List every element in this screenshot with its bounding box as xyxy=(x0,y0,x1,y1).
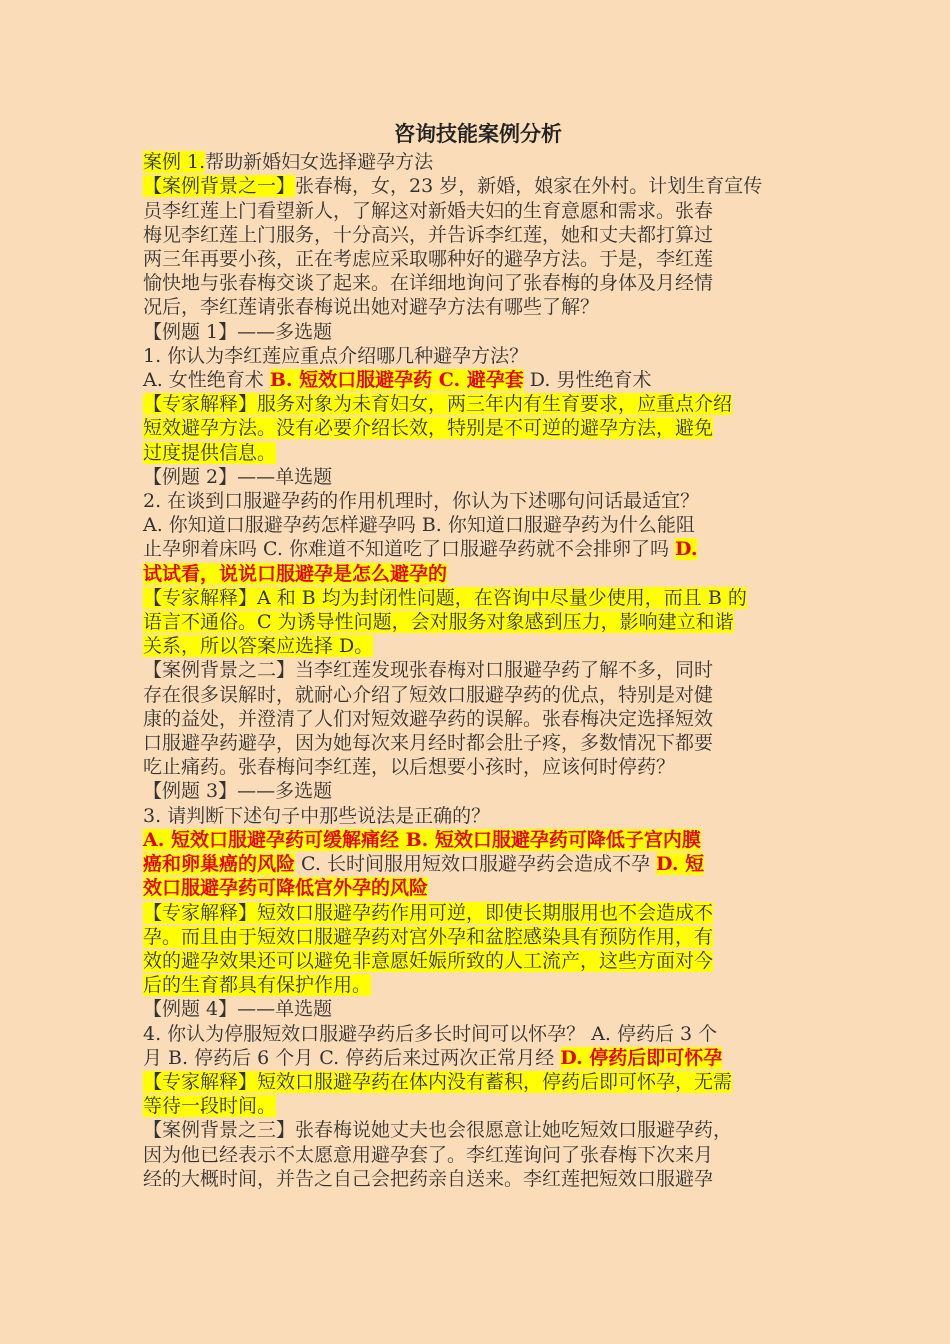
text-line xyxy=(143,901,813,925)
text-line xyxy=(143,1118,813,1142)
text-line xyxy=(143,416,813,440)
text-line xyxy=(143,1070,813,1094)
text-line xyxy=(143,441,813,465)
text-segment: 【例题 2】——单选题 xyxy=(143,465,333,488)
text-segment: 张春梅，女，23 岁，新婚，娘家在外村。计划生育宣传 xyxy=(295,175,763,198)
text-line xyxy=(143,731,813,755)
text-line xyxy=(143,562,813,586)
text-line xyxy=(143,779,813,803)
text-line xyxy=(143,804,813,828)
text-line xyxy=(143,828,813,852)
highlighted-text: 孕。而且由于短效口服避孕药对宫外孕和盆腔感染具有预防作用，有 xyxy=(143,925,714,948)
text-line xyxy=(143,465,813,489)
text-line xyxy=(143,513,813,537)
text-segment: 口服避孕药避孕，因为她每次来月经时都会肚子疼，多数情况下都要 xyxy=(143,732,714,755)
text-segment: A. 你知道口服避孕药怎样避孕吗 B. 你知道口服避孕药为什么能阻 xyxy=(143,514,695,537)
text-line xyxy=(143,1022,813,1046)
text-line xyxy=(143,586,813,610)
text-segment: A. 女性绝育术 xyxy=(143,369,270,392)
text-line xyxy=(143,489,813,513)
highlighted-text: 【专家解释】短效口服避孕药作用可逆，即使长期服用也不会造成不 xyxy=(143,901,714,924)
text-segment: 【例题 1】——多选题 xyxy=(143,320,333,343)
text-line xyxy=(143,707,813,731)
text-line xyxy=(143,876,813,900)
text-line xyxy=(143,949,813,973)
highlighted-text: 【专家解释】服务对象为未育妇女，两三年内有生育要求，应重点介绍 xyxy=(143,393,733,416)
text-line xyxy=(143,392,813,416)
text-line xyxy=(143,852,813,876)
text-segment: 存在很多误解时，就耐心介绍了短效口服避孕药的优点，特别是对健 xyxy=(143,683,714,706)
answer-text: D. 停药后即可怀孕 xyxy=(560,1046,723,1069)
text-line xyxy=(143,973,813,997)
highlighted-text: 关系，所以答案应选择 D。 xyxy=(143,635,374,658)
answer-text: D. xyxy=(675,538,698,561)
text-segment: 3. 请判断下述句子中那些说法是正确的？ xyxy=(143,804,491,827)
text-line xyxy=(143,150,813,174)
text-line xyxy=(143,368,813,392)
highlighted-text: 【案例背景之一】 xyxy=(143,175,296,198)
text-segment: C. 长时间服用短效口服避孕药会造成不孕 xyxy=(295,853,657,876)
text-line xyxy=(143,1046,813,1070)
text-line xyxy=(143,610,813,634)
text-line xyxy=(143,223,813,247)
text-segment: 两三年再要小孩，正在考虑应采取哪种好的避孕方法。于是，李红莲 xyxy=(143,248,714,271)
text-line xyxy=(143,271,813,295)
answer-text: 癌和卵巢癌的风险 xyxy=(143,853,296,876)
answer-text: A. 短效口服避孕药可缓解痛经 B. 短效口服避孕药可降低子宫内膜 xyxy=(143,828,701,851)
text-line xyxy=(143,344,813,368)
document-body xyxy=(143,122,813,1191)
answer-text: 试试看，说说口服避孕是怎么避孕的 xyxy=(143,562,448,585)
text-line xyxy=(143,295,813,319)
text-line xyxy=(143,1143,813,1167)
text-segment: 【例题 3】——多选题 xyxy=(143,780,333,803)
text-segment: 员李红莲上门看望新人，了解这对新婚夫妇的生育意愿和需求。张春 xyxy=(143,199,714,222)
text-segment: 1. 你认为李红莲应重点介绍哪几种避孕方法？ xyxy=(143,344,529,367)
highlighted-text: 【专家解释】短效口服避孕药在体内没有蓄积，停药后即可怀孕，无需 xyxy=(143,1070,733,1093)
text-segment: 月 B. 停药后 6 个月 C. 停药后来过两次正常月经 xyxy=(143,1046,561,1069)
text-segment: 止孕卵着床吗 C. 你难道不知道吃了口服避孕药就不会排卵了吗 xyxy=(143,538,676,561)
text-segment: 康的益处，并澄清了人们对短效避孕药的误解。张春梅决定选择短效 xyxy=(143,707,714,730)
highlighted-text: 过度提供信息。 xyxy=(143,441,277,464)
text-segment: 【例题 4】——单选题 xyxy=(143,998,333,1021)
text-segment: 帮助新婚妇女选择避孕方法 xyxy=(205,151,434,174)
highlighted-text: 等待一段时间。 xyxy=(143,1095,277,1118)
document-title: 咨询技能案例分析 xyxy=(394,121,562,146)
answer-text: 效口服避孕药可降低宫外孕的风险 xyxy=(143,877,429,900)
text-line xyxy=(143,247,813,271)
text-segment: 【案例背景之二】当李红莲发现张春梅对口服避孕药了解不多，同时 xyxy=(143,659,714,682)
text-line xyxy=(143,1167,813,1191)
text-line xyxy=(143,925,813,949)
text-segment: 梅见李红莲上门服务，十分高兴，并告诉李红莲，她和丈夫都打算过 xyxy=(143,223,714,246)
text-line xyxy=(143,320,813,344)
text-line xyxy=(143,634,813,658)
text-segment: 愉快地与张春梅交谈了起来。在详细地询问了张春梅的身体及月经情 xyxy=(143,272,714,295)
highlighted-text: 案例 1. xyxy=(143,151,206,174)
text-line xyxy=(143,1094,813,1118)
text-segment: 经的大概时间，并告之自己会把药亲自送来。李红莲把短效口服避孕 xyxy=(143,1167,714,1190)
highlighted-text: 语言不通俗。C 为诱导性问题，会对服务对象感到压力，影响建立和谐 xyxy=(143,611,734,634)
highlighted-text: 后的生育都具有保护作用。 xyxy=(143,974,372,997)
text-line xyxy=(143,755,813,779)
text-segment: 【案例背景之三】张春梅说她丈夫也会很愿意让她吃短效口服避孕药， xyxy=(143,1119,733,1142)
text-segment: 况后，李红莲请张春梅说出她对避孕方法有哪些了解？ xyxy=(143,296,600,319)
text-segment: 2. 在谈到口服避孕药的作用机理时，你认为下述哪句问话最适宜？ xyxy=(143,490,700,513)
answer-text: B. 短效口服避孕药 C. 避孕套 xyxy=(269,369,524,392)
text-segment: D. 男性绝育术 xyxy=(523,369,652,392)
text-line xyxy=(143,174,813,198)
text-segment: 吃止痛药。张春梅问李红莲，以后想要小孩时，应该何时停药？ xyxy=(143,756,676,779)
highlighted-text: 效的避孕效果还可以避免非意愿妊娠所致的人工流产，这些方面对今 xyxy=(143,949,714,972)
text-line xyxy=(143,537,813,561)
text-segment: 因为他已经表示不太愿意用避孕套了。李红莲询问了张春梅下次来月 xyxy=(143,1143,714,1166)
text-segment: 4. 你认为停服短效口服避孕药后多长时间可以怀孕？ A. 停药后 3 个 xyxy=(143,1022,718,1045)
text-line xyxy=(143,997,813,1021)
text-line xyxy=(143,658,813,682)
answer-text: D. 短 xyxy=(656,853,705,876)
text-line xyxy=(143,199,813,223)
text-line xyxy=(143,683,813,707)
highlighted-text: 【专家解释】A 和 B 均为封闭性问题，在咨询中尽量少使用，而且 B 的 xyxy=(143,586,747,609)
highlighted-text: 短效避孕方法。没有必要介绍长效，特别是不可逆的避孕方法，避免 xyxy=(143,417,714,440)
